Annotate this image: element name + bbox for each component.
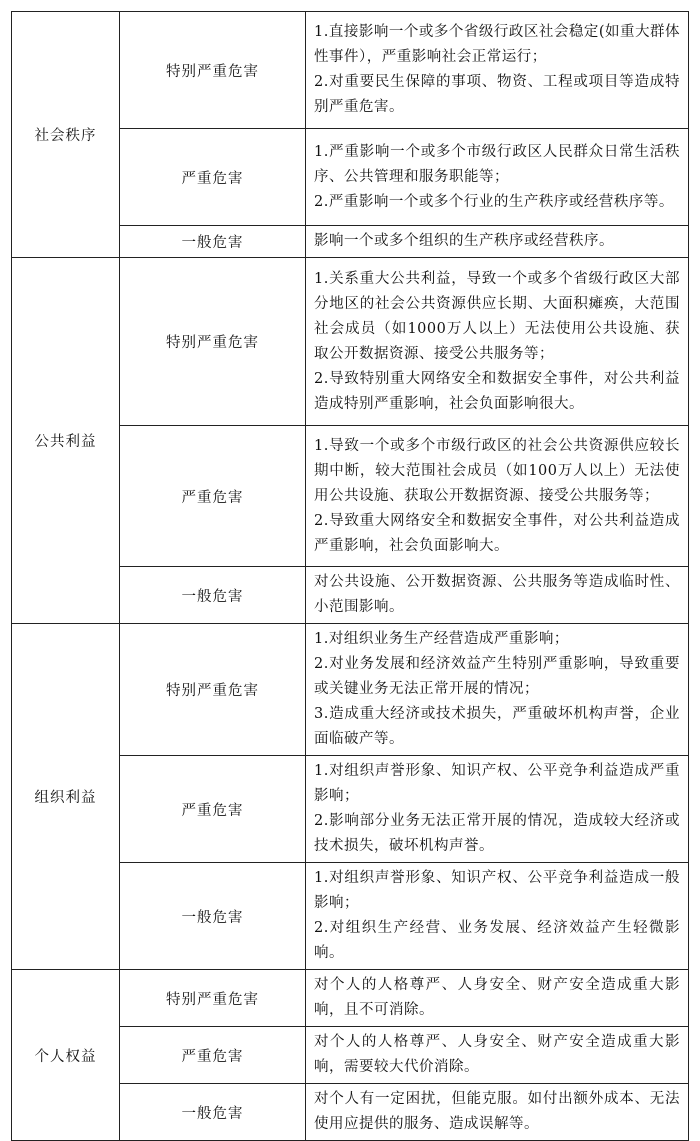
description-cell [306,226,689,258]
table-row [12,970,689,1027]
description-line: 2.对组织生产经营、业务发展、经济效益产生轻微影响。 [314,920,680,961]
description-line: 1.对组织声誉形象、知识产权、公平竞争利益造成严重影响； [314,763,680,804]
level-cell: 特别严重危害 [120,970,306,1027]
level-cell: 特别严重危害 [120,258,306,426]
description-cell [306,1027,689,1084]
description-line: 2.导致重大网络安全和数据安全事件，对公共利益造成严重影响，社会负面影响大。 [314,512,680,554]
table-row [12,258,689,426]
description-line: 对个人有一定困扰，但能克服。如付出额外成本、无法使用应提供的服务、造成误解等。 [314,1091,680,1132]
description-cell [306,756,689,863]
level-cell: 一般危害 [120,1084,306,1141]
description-line: 2.对业务发展和经济效益产生特别严重影响，导致重要或关键业务无法正常开展的情况； [314,656,680,697]
description-cell [306,970,689,1027]
level-cell: 严重危害 [120,756,306,863]
description-line: 影响一个或多个组织的生产秩序或经营秩序。 [314,233,614,249]
description-line: 3.造成重大经济或技术损失，严重破坏机构声誉，企业面临破产等。 [314,706,680,747]
description-line: 2.导致特别重大网络安全和数据安全事件，对公共利益造成特别严重影响，社会负面影响很大。 [314,370,680,412]
description-cell [306,12,689,129]
level-cell: 严重危害 [120,129,306,226]
description-cell [306,863,689,970]
level-cell: 严重危害 [120,426,306,567]
description-cell [306,567,689,624]
description-line: 对个人的人格尊严、人身安全、财产安全造成重大影响，且不可消除。 [314,977,680,1018]
table-row [12,624,689,756]
description-line: 对公共设施、公开数据资源、公共服务等造成临时性、小范围影响。 [314,574,680,615]
description-cell [306,1084,689,1141]
harm-level-table [11,11,689,1141]
description-line: 1.直接影响一个或多个省级行政区社会稳定(如重大群体性事件），严重影响社会正常运行； [314,24,680,65]
description-line: 1.对组织业务生产经营造成严重影响； [314,631,569,647]
level-cell: 特别严重危害 [120,12,306,129]
description-cell [306,426,689,567]
description-line: 2.严重影响一个或多个行业的生产秩序或经营秩序等。 [314,193,674,210]
description-line: 对个人的人格尊严、人身安全、财产安全造成重大影响，需要较大代价消除。 [314,1034,680,1075]
level-cell: 一般危害 [120,567,306,624]
description-cell [306,129,689,226]
category-cell: 公共利益 [12,258,120,624]
level-cell: 严重危害 [120,1027,306,1084]
description-line: 1.导致一个或多个市级行政区的社会公共资源供应较长期中断，较大范围社会成员（如100万人以上）无法使用公共设施、获取公开数据资源、接受公共服务等； [314,437,680,504]
description-line: 1.关系重大公共利益，导致一个或多个省级行政区大部分地区的社会公共资源供应长期、大面积瘫痪，大范围社会成员（如1000万人以上）无法使用公共设施、获取公开数据资源、接受公共服务等； [314,270,680,362]
category-cell: 组织利益 [12,624,120,970]
category-cell: 社会秩序 [12,12,120,258]
level-cell: 一般危害 [120,863,306,970]
level-cell: 特别严重危害 [120,624,306,756]
description-line: 1.严重影响一个或多个市级行政区人民群众日常生活秩序、公共管理和服务职能等； [314,143,680,185]
level-cell: 一般危害 [120,226,306,258]
description-line: 1.对组织声誉形象、知识产权、公平竞争利益造成一般影响； [314,870,680,911]
description-cell [306,258,689,426]
description-cell [306,624,689,756]
description-line: 2.影响部分业务无法正常开展的情况，造成较大经济或技术损失，破坏机构声誉。 [314,813,680,854]
table-row [12,12,689,129]
category-cell: 个人权益 [12,970,120,1141]
description-line: 2.对重要民生保障的事项、物资、工程或项目等造成特别严重危害。 [314,74,680,115]
